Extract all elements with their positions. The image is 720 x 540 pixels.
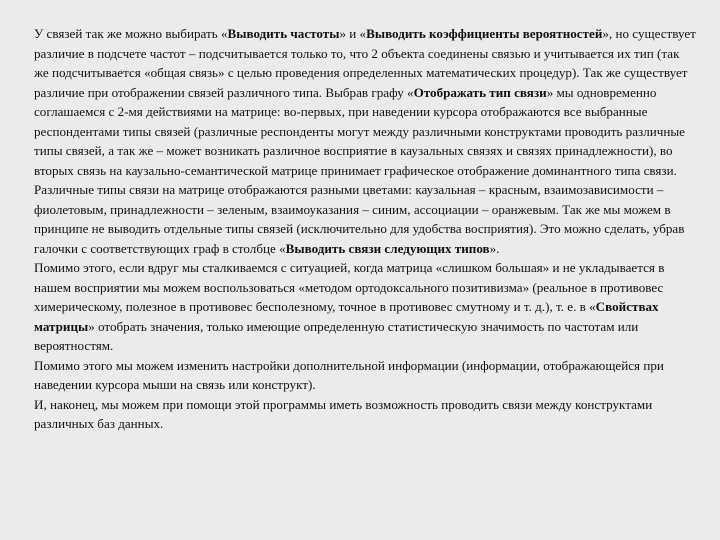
bold-term-show-frequencies: Выводить частоты [227, 26, 340, 41]
paragraph-2 [34, 258, 696, 356]
body-text [34, 24, 696, 434]
text-segment: И, наконец, мы можем при помощи этой программы иметь возможность проводить связи между конструктами различных баз данных. [34, 396, 653, 431]
text-segment: » и « [339, 26, 367, 41]
bold-term-matrix-properties: Свойствах матрицы [34, 299, 659, 334]
bold-term-show-links-of-types: Выводить связи следующих типов [285, 240, 490, 256]
bold-term-show-link-type: Отображать тип связи [413, 84, 547, 100]
text-segment: Помимо этого, если вдруг мы сталкиваемся с ситуацией, когда матрица «слишком большая» и не укладывается в нашем восприятии мы можем воспользоваться «методом ортодоксального позитивизма» (реальное в противовес химерическому, полезное в противовес бесполезному, точное в противовес смутному и т. д.), т. е. в « [34, 260, 665, 314]
text-segment: ». [489, 240, 500, 256]
bold-term-show-probabilities: Выводить коэффициенты вероятностей [366, 26, 603, 41]
text-segment: » мы одновременно соглашаемся с 2-мя действиями на матрице: во-первых, при наведении курсора отображаются все выбранные респондентами типы связей (различные респонденты могут между различными конструктами проводить различные типы связей, а так же – может возникать различное восприятие в каузальных связях и связях принадлежности), во вторых связь на каузально-семантической матрице принимает графическое отображение доминантного типа связи. Различные типы связи на матрице отображаются разными цветами: каузальная – красным, взаимозависимости – фиолетовым, принадлежности – зеленым, взаимоуказания – синим, ассоциации – оранжевым. Так же мы можем в принципе не выводить отдельные типы связей (исключительно для удобства восприятия). Это можно сделать, убрав галочки с соответствующих граф в столбце « [34, 84, 685, 256]
text-segment: У связей так же можно выбирать « [34, 26, 228, 41]
paragraph-1 [34, 24, 696, 258]
paragraph-4 [34, 395, 696, 434]
paragraph-3 [34, 356, 696, 395]
text-segment: Помимо этого мы можем изменить настройки дополнительной информации (информации, отображающейся при наведении курсора мыши на связь или конструкт). [34, 357, 664, 392]
text-segment: » отобрать значения, только имеющие определенную статистическую значимость по частотам или вероятностям. [34, 318, 639, 353]
text-segment: », но существует различие в подсчете частот – подсчитывается только то, что 2 объекта соединены связью и учитывается их тип (так же подсчитывается «общая связь» с целью проведения определенных математических процедур). Так же существует различие при отображении связей различного типа. Выбрав графу « [34, 26, 696, 100]
